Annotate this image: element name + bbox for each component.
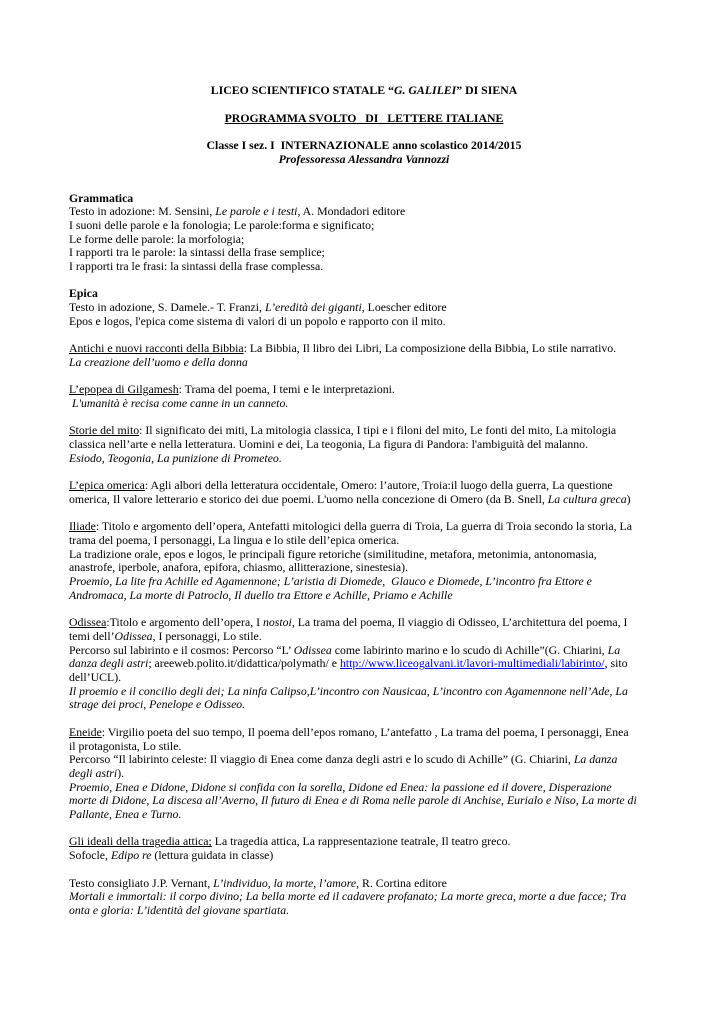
text: , I personaggi, Lo stile. <box>152 628 262 643</box>
text: Sofocle, <box>69 848 111 863</box>
eneide-readings: morte di Didone, La discesa all’Averno, Il futuro di Enea e di Roma nelle parole di Anchise, Eurialo e Niso, La morte di <box>69 793 637 808</box>
book-title: L’individuo, la morte, l’amore, <box>213 875 360 890</box>
text: ). <box>117 765 125 780</box>
text: :Titolo e argomento dell’opera, I <box>106 615 263 630</box>
section-title-epica: Epica <box>69 286 98 301</box>
labirinto-link[interactable]: http://www.liceogalvani.it/lavori-multimediali/labirinto/ <box>339 656 605 671</box>
grammatica-line: I rapporti tra le parole: la sintassi della frase semplice; <box>69 245 325 260</box>
italic-term: nostoi <box>262 615 292 630</box>
topic-heading: Gli ideali della tragedia attica; <box>69 834 212 849</box>
text: , A. Mondadori editore <box>297 204 406 219</box>
odissea-paragraph <box>69 616 659 630</box>
bibbia-readings: La creazione dell’uomo e della donna <box>69 354 248 369</box>
school-heading <box>69 84 659 98</box>
iliade-line: La tradizione orale, epos e logos, le principali figure retoriche (similitudine, metafora, metonimia, antonomasia, <box>69 546 597 561</box>
eneide-line: il protagonista, Lo stile. <box>69 738 182 753</box>
book-title: Edipo re <box>110 848 152 863</box>
topic-heading: L’epopea di Gilgamesh <box>69 382 179 397</box>
teacher-name: Professoressa Alessandra Vannozzi <box>278 152 450 167</box>
topic-heading: L’epica omerica <box>69 478 145 493</box>
gilgamesh-paragraph <box>69 383 659 397</box>
topic-heading: Storie del mito <box>69 423 140 438</box>
text: : Il significato dei miti, La mitologia classica, I tipi e i filoni del mito, Le fonti del mito, La mitologia <box>139 423 617 438</box>
text: La tragedia attica, La rappresentazione teatrale, Il teatro greco. <box>211 834 511 849</box>
consigliato-paragraph <box>69 877 659 891</box>
book-title: La cultura greca <box>547 491 627 506</box>
section-title-grammatica: Grammatica <box>69 190 134 205</box>
text: temi dell’ <box>69 628 115 643</box>
odissea-line <box>69 630 659 644</box>
odissea-percorso: dell’UCL). <box>69 670 122 684</box>
bibbia-paragraph <box>69 342 659 356</box>
mito-readings: Esiodo, Teogonia, La punizione di Prometeo. <box>69 450 282 465</box>
italic-term: Odissea <box>293 642 332 657</box>
consigliato-readings: Mortali e immortali: il corpo divino; La bella morte ed il cadavere profanato; La morte greca, morte a due facce; Tra <box>69 889 627 904</box>
iliade-readings: Andromaca, La morte di Patroclo, Il duello tra Ettore e Achille, Priamo e Achille <box>69 587 453 602</box>
italic-term: Odissea <box>114 628 153 643</box>
italic-term: danza degli astri <box>69 656 149 671</box>
text: ; areeweb.polito.it/didattica/polymath/ e <box>148 656 340 671</box>
topic-heading: Antichi e nuovi racconti della Bibbia <box>69 341 244 356</box>
gilgamesh-readings: L'umanità è recisa come canne in un canneto. <box>69 396 289 410</box>
text: Percorso sul labirinto e il cosmos: Percorso “L’ <box>69 642 294 657</box>
text: Testo consigliato J.P. Vernant, <box>69 875 214 890</box>
school-prefix: LICEO SCIENTIFICO STATALE “ <box>210 83 394 97</box>
odissea-percorso <box>69 657 659 671</box>
topic-heading: Odissea <box>69 615 107 630</box>
school-name: G. GALILEI <box>393 83 457 97</box>
text: , sito <box>604 656 628 671</box>
text: Testo in adozione, S. Damele.- T. Franzi, <box>69 300 265 315</box>
grammatica-textbook <box>69 205 659 219</box>
text: , Loescher editore <box>361 300 447 315</box>
topic-heading: Iliade <box>69 519 96 534</box>
eneide-percorso <box>69 767 659 781</box>
grammatica-line: I suoni delle parole e la fonologia; Le parole:forma e significato; <box>69 217 375 232</box>
italic-term: degli astri <box>69 765 118 780</box>
text: : Virgilio poeta del suo tempo, Il poema dell’epos romano, L’antefatto , La trama del poema, I personaggi, Enea <box>101 724 629 739</box>
text: : Agli albori della letteratura occidentale, Omero: l’autore, Troia:il luogo della guerra, La questione <box>144 478 613 493</box>
text: come labirinto marino e lo scudo di Achille”(G. Chiarini, <box>331 642 608 657</box>
eneide-percorso <box>69 753 659 767</box>
sofocle-line <box>69 849 659 863</box>
text: : Titolo e argomento dell’opera, Antefatti mitologici della guerra di Troia, La guerra di Troia secondo la storia, La <box>95 519 632 534</box>
book-title: L’eredità dei giganti <box>264 300 362 315</box>
eneide-readings: Proemio, Enea e Didone, Didone si confida con la sorella, Didone ed Enea: la passione ed il dovere, Disperazione <box>69 779 612 794</box>
eneide-paragraph <box>69 726 659 740</box>
iliade-paragraph <box>69 520 659 534</box>
mito-paragraph <box>69 424 659 438</box>
grammatica-line: Le forme delle parole: la morfologia; <box>69 231 245 246</box>
omerica-line <box>69 493 659 507</box>
consigliato-readings: onta e gloria: L’identità del giovane spartiata. <box>69 902 290 917</box>
class-line: Classe I sez. I INTERNAZIONALE anno scolastico 2014/2015 <box>206 138 522 153</box>
text: R. Cortina editore <box>359 875 447 890</box>
odissea-readings: strage dei proci, Penelope e Odisseo. <box>69 697 246 712</box>
odissea-readings: Il proemio e il concilio degli dei; La ninfa Calipso,L’incontro con Nausicaa, L’incontro con Agamennone nell’Ade, La <box>69 683 628 698</box>
iliade-line: anastrofe, iperbole, anafora, epifora, chiasmo, allitterazione, sinestesia). <box>69 560 409 575</box>
topic-heading: Eneide <box>69 724 102 739</box>
mito-line: classica nell’arte e nella letteratura. Uomini e dei, La teogonia, La figura di Pandora: l'ambiguità del malanno. <box>69 437 589 452</box>
tragedia-paragraph <box>69 835 659 849</box>
grammatica-line: I rapporti tra le frasi: la sintassi della frase complessa. <box>69 259 324 274</box>
text: omerica, Il valore letterario e storico dei due poemi. L'uomo nella concezione di Omero (da B. Snell, <box>69 491 548 506</box>
text: Testo in adozione: M. Sensini, <box>69 204 216 219</box>
text: ) <box>626 491 631 506</box>
text: : La Bibbia, Il libro dei Libri, La composizione della Bibbia, Lo stile narrativo. <box>243 341 617 356</box>
school-suffix: ” DI SIENA <box>456 83 518 97</box>
iliade-readings: Proemio, La lite fra Achille ed Agamennone; L’aristia di Diomede, Glauco e Diomede, L’incontro fra Ettore e <box>69 574 592 589</box>
italic-term: La <box>607 642 621 657</box>
text: Percorso “Il labirinto celeste: Il viaggio di Enea come danza degli astri e lo scudo di Achille” (G. Chiarini, <box>69 752 574 767</box>
italic-term: La danza <box>573 752 618 767</box>
book-title: Le parole e i testi <box>215 204 298 219</box>
text: , La trama del poema, Il viaggio di Odisseo, L’architettura del poema, I <box>291 615 628 630</box>
iliade-line: trama del poema, I personaggi, La lingua e lo stile dell’epica omerica. <box>69 532 400 547</box>
text: (lettura guidata in classe) <box>151 848 274 863</box>
program-title: PROGRAMMA SVOLTO DI LETTERE ITALIANE <box>224 110 504 125</box>
omerica-paragraph <box>69 479 659 493</box>
document-page <box>69 84 659 918</box>
epica-textbook <box>69 301 659 315</box>
odissea-percorso <box>69 644 659 658</box>
eneide-readings: Pallante, Enea e Turno. <box>69 807 182 822</box>
epica-line: Epos e logos, l'epica come sistema di valori di un popolo e rapporto con il mito. <box>69 313 446 328</box>
text: : Trama del poema, I temi e le interpretazioni. <box>178 382 395 397</box>
